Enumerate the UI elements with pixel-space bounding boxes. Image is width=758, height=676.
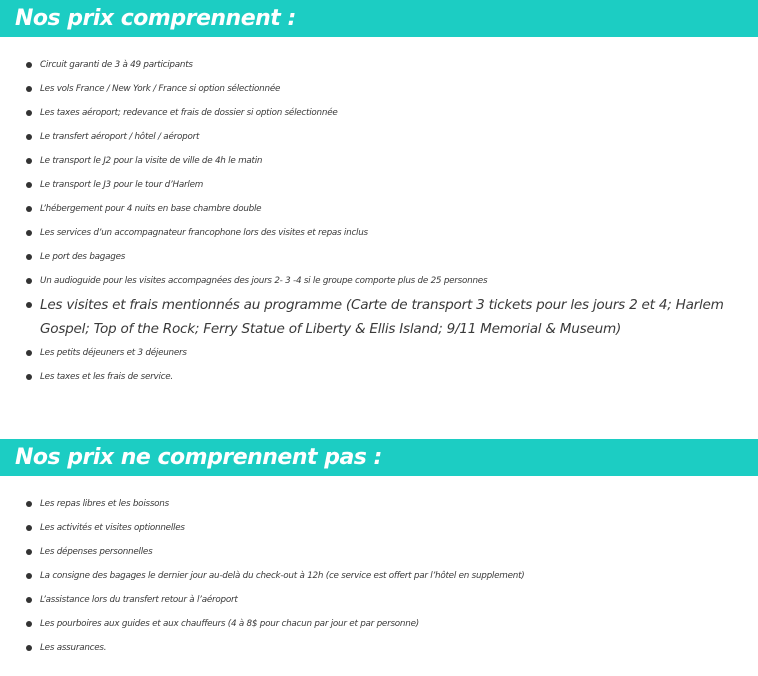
included-item (0, 77, 758, 101)
included-item-text: Les visites et frais mentionnés au programme (Carte de transport 3 tickets pour les jours 2 et 4; Harlem Gospel; Top of the Rock; Ferry Statue of Liberty & Ellis Island; 9/11 Memorial & Museum) (40, 297, 724, 337)
bullet-icon (26, 645, 32, 651)
bullet-icon (26, 549, 32, 555)
excluded-item-text: La consigne des bagages le dernier jour au-delà du check-out à 12h (ce service est offert par l’hôtel en supplement) (40, 571, 525, 581)
included-item-text: Le port des bagages (40, 252, 126, 262)
bullet-icon (26, 110, 32, 116)
bullet-icon (26, 230, 32, 236)
excluded-item-text: L’assistance lors du transfert retour à l’aéroport (40, 595, 238, 605)
bullet-icon (26, 573, 32, 579)
bullet-icon (26, 302, 32, 308)
included-item (0, 197, 758, 221)
included-item (0, 53, 758, 77)
bullet-icon (26, 254, 32, 260)
bullet-icon (26, 278, 32, 284)
included-item (0, 221, 758, 245)
excluded-item (0, 564, 758, 588)
included-item-text: Les services d’un accompagnateur francophone lors des visites et repas inclus (40, 228, 368, 238)
excluded-item (0, 588, 758, 612)
excluded-section (0, 439, 758, 653)
bullet-icon (26, 134, 32, 140)
included-item (0, 173, 758, 197)
included-item-text: Les taxes aéroport; redevance et frais de dossier si option sélectionnée (40, 108, 338, 118)
bullet-icon (26, 374, 32, 380)
included-item (0, 269, 758, 293)
excluded-item-text: Les dépenses personnelles (40, 547, 153, 557)
excluded-item (0, 612, 758, 636)
excluded-item (0, 492, 758, 516)
included-item-text: Le transport le J3 pour le tour d’Harlem (40, 180, 204, 190)
included-item (0, 245, 758, 269)
excluded-item-text: Les repas libres et les boissons (40, 499, 169, 509)
excluded-item (0, 636, 758, 660)
included-item-text: Le transport le J2 pour la visite de ville de 4h le matin (40, 156, 263, 166)
excluded-item (0, 540, 758, 564)
bullet-icon (26, 206, 32, 212)
included-item (0, 341, 758, 365)
included-item-text: Le transfert aéroport / hôtel / aéroport (40, 132, 200, 142)
included-item-text: L’hébergement pour 4 nuits en base chambre double (40, 204, 262, 214)
excluded-item-text: Les activités et visites optionnelles (40, 523, 185, 533)
included-banner (0, 0, 758, 37)
bullet-icon (26, 86, 32, 92)
included-item (0, 293, 758, 341)
bullet-icon (26, 597, 32, 603)
bullet-icon (26, 621, 32, 627)
bullet-icon (26, 158, 32, 164)
included-item-text: Les petits déjeuners et 3 déjeuners (40, 348, 187, 358)
bullet-icon (26, 501, 32, 507)
excluded-item (0, 516, 758, 540)
included-item-text: Les taxes et les frais de service. (40, 372, 173, 382)
included-item-text: Circuit garanti de 3 à 49 participants (40, 60, 193, 70)
excluded-item-text: Les assurances. (40, 643, 107, 653)
bullet-icon (26, 62, 32, 68)
included-item-text: Un audioguide pour les visites accompagnées des jours 2- 3 -4 si le groupe comporte plus de 25 personnes (40, 276, 488, 286)
excluded-banner (0, 439, 758, 476)
included-item (0, 101, 758, 125)
included-list (0, 53, 758, 389)
included-item (0, 125, 758, 149)
excluded-title: Nos prix ne comprennent pas : (15, 445, 382, 470)
excluded-list (0, 492, 758, 660)
included-item (0, 365, 758, 389)
bullet-icon (26, 525, 32, 531)
included-title: Nos prix comprennent : (15, 6, 296, 31)
included-item-text: Les vols France / New York / France si option sélectionnée (40, 84, 281, 94)
bullet-icon (26, 350, 32, 356)
excluded-item-text: Les pourboires aux guides et aux chauffeurs (4 à 8$ pour chacun par jour et par personne) (40, 619, 419, 629)
bullet-icon (26, 182, 32, 188)
included-item (0, 149, 758, 173)
